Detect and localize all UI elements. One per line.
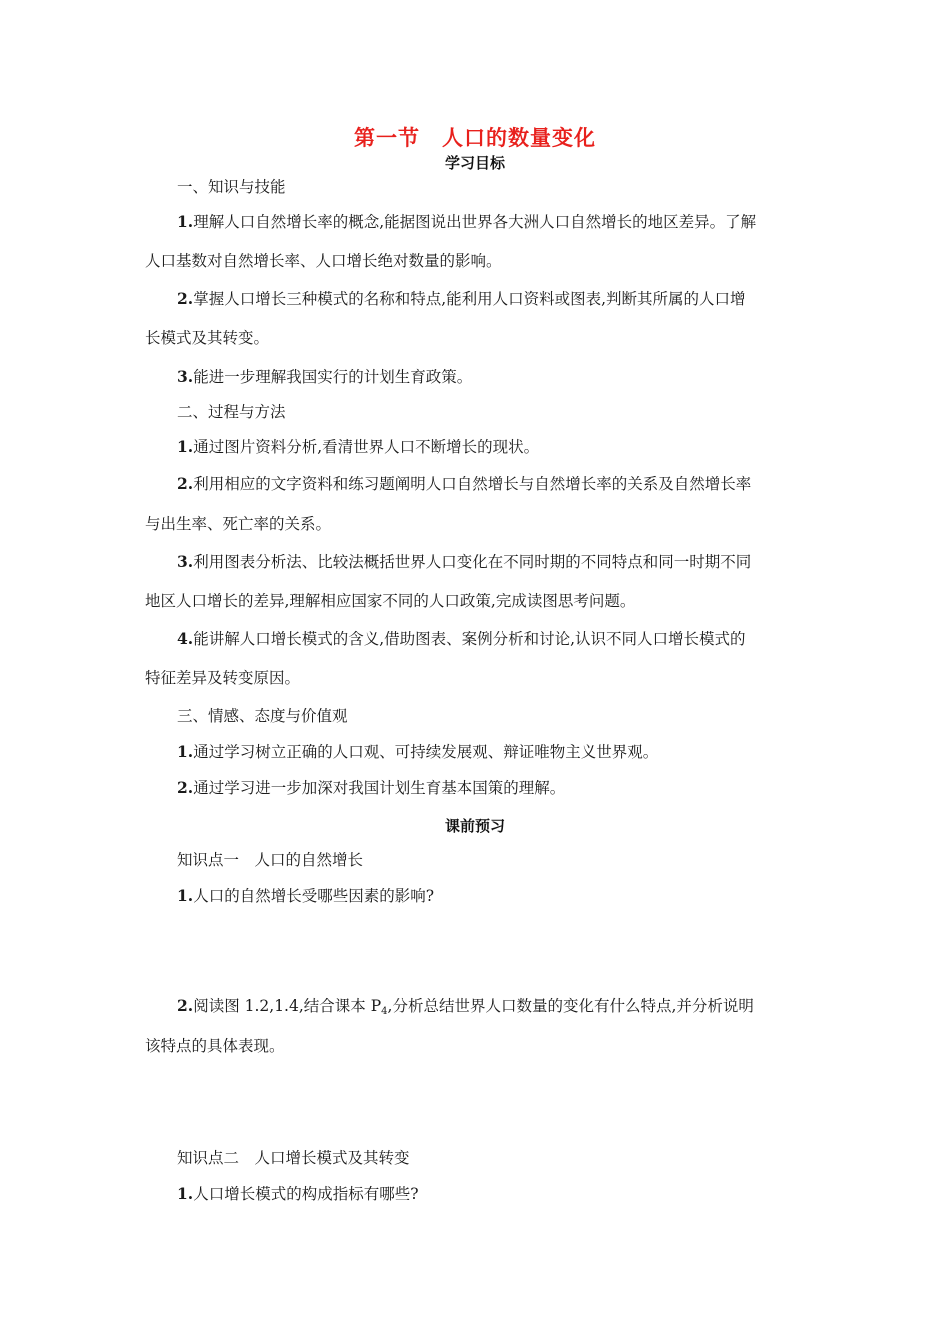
item-text: 能进一步理解我国实行的计划生育政策。 [193, 368, 473, 386]
item-number: 4. [177, 629, 194, 648]
item-number: 1. [177, 886, 194, 905]
item-text: ,分析总结世界人口数量的变化有什么特点,并分析说明 [387, 997, 754, 1015]
item-number: 2. [177, 474, 194, 493]
item-text-continued: 该特点的具体表现。 [145, 1037, 285, 1055]
item-text: 人口的自然增长受哪些因素的影响? [193, 887, 434, 905]
item-text: 利用相应的文字资料和练习题阐明人口自然增长与自然增长率的关系及自然增长率 [193, 475, 752, 493]
subscript: 4 [381, 1006, 388, 1017]
objective-item [177, 367, 472, 387]
page-title: 第一节 人口的数量变化 [354, 125, 596, 150]
item-text: 能讲解人口增长模式的含义,借助图表、案例分析和讨论,认识不同人口增长模式的 [193, 630, 746, 648]
item-number: 3. [177, 552, 194, 571]
question-item [177, 886, 434, 906]
objective-item [177, 437, 539, 457]
question-item [177, 996, 754, 1022]
section-heading-objectives: 学习目标 [444, 154, 505, 172]
part-heading-process: 二、过程与方法 [177, 403, 286, 421]
objective-item [177, 629, 746, 649]
item-number: 1. [177, 437, 194, 456]
objective-item [177, 552, 751, 572]
item-text-continued: 长模式及其转变。 [145, 329, 270, 347]
part-heading-values: 三、情感、态度与价值观 [177, 707, 348, 725]
objective-item [177, 212, 756, 232]
objective-item [177, 742, 658, 762]
item-text: 理解人口自然增长率的概念,能据图说出世界各大洲人口自然增长的地区差异。了解 [193, 213, 757, 231]
item-text: 通过学习树立正确的人口观、可持续发展观、辩证唯物主义世界观。 [193, 743, 659, 761]
item-number: 2. [177, 289, 194, 308]
item-number: 2. [177, 996, 194, 1015]
knowledge-point-heading: 知识点一 人口的自然增长 [177, 851, 364, 869]
item-number: 3. [177, 367, 194, 386]
item-number: 1. [177, 1184, 194, 1203]
item-text-continued: 地区人口增长的差异,理解相应国家不同的人口政策,完成读图思考问题。 [145, 592, 636, 610]
item-text: 阅读图 1.2,1.4,结合课本 P [193, 997, 382, 1015]
part-heading-knowledge: 一、知识与技能 [177, 178, 286, 196]
item-text-continued: 特征差异及转变原因。 [145, 669, 301, 687]
item-number: 2. [177, 778, 194, 797]
item-text: 利用图表分析法、比较法概括世界人口变化在不同时期的不同特点和同一时期不同 [193, 553, 752, 571]
objective-item [177, 778, 565, 798]
item-number: 1. [177, 742, 194, 761]
item-text-continued: 人口基数对自然增长率、人口增长绝对数量的影响。 [145, 252, 502, 270]
item-text: 通过图片资料分析,看清世界人口不断增长的现状。 [193, 438, 540, 456]
item-number: 1. [177, 212, 194, 231]
item-text-continued: 与出生率、死亡率的关系。 [145, 515, 332, 533]
item-text: 通过学习进一步加深对我国计划生育基本国策的理解。 [193, 779, 566, 797]
item-text: 掌握人口增长三种模式的名称和特点,能利用人口资料或图表,判断其所属的人口增 [193, 290, 746, 308]
knowledge-point-heading: 知识点二 人口增长模式及其转变 [177, 1149, 410, 1167]
objective-item [177, 289, 746, 309]
objective-item [177, 474, 751, 494]
section-heading-preview: 课前预习 [444, 817, 505, 835]
item-text: 人口增长模式的构成指标有哪些? [193, 1185, 419, 1203]
question-item [177, 1184, 419, 1204]
